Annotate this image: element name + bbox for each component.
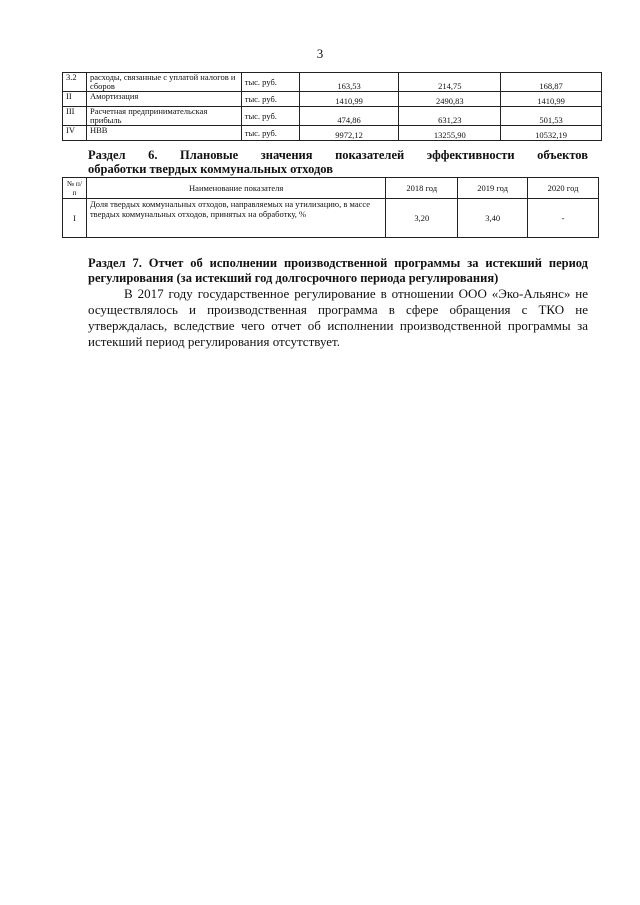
value-2018: 3,20 [386, 199, 458, 238]
row-name: Доля твердых коммунальных отходов, направляемых на утилизацию, в массе твердых коммунальных отходов, принятых на обработку, % [86, 199, 385, 238]
expenses-table [62, 72, 602, 141]
section7-paragraph: В 2017 году государственное регулирование в отношении ООО «Эко-Альянс» не осуществлялось и производственная программа в сфере обращения с ТКО не утверждалась, вследствие чего отчет об исполнении производственной программы за истекший период регулирования отсутствует. [88, 286, 588, 349]
section6-title-line2: обработки твердых коммунальных отходов [88, 162, 333, 176]
row-unit: тыс. руб. [241, 126, 299, 141]
header-name: Наименование показателя [86, 178, 385, 199]
table-row [63, 73, 602, 92]
value-2019: 214,75 [399, 73, 501, 92]
table-row [63, 199, 599, 238]
header-2019: 2019 год [458, 178, 528, 199]
row-num: IV [63, 126, 87, 141]
value-2020: - [528, 199, 599, 238]
row-name: НВВ [86, 126, 241, 141]
row-name: Амортизация [86, 92, 241, 107]
row-unit: тыс. руб. [241, 92, 299, 107]
value-2019: 3,40 [458, 199, 528, 238]
efficiency-table-header [63, 178, 599, 199]
table-row [63, 107, 602, 126]
header-2018: 2018 год [386, 178, 458, 199]
page-number: 3 [316, 46, 324, 61]
header-num: № п/п [63, 178, 87, 199]
value-2018: 9972,12 [299, 126, 399, 141]
section7-title: Раздел 7. Отчет об исполнении производственной программы за истекший период регулирования (за истекший год долгосрочного периода регулирования) [88, 256, 588, 285]
row-unit: тыс. руб. [241, 73, 299, 92]
value-2019: 13255,90 [399, 126, 501, 141]
value-2018: 474,86 [299, 107, 399, 126]
row-name: Расчетная предпринимательская прибыль [86, 107, 241, 126]
value-2020: 1410,99 [501, 92, 602, 107]
value-2018: 163,53 [299, 73, 399, 92]
value-2018: 1410,99 [299, 92, 399, 107]
value-2020: 10532,19 [501, 126, 602, 141]
section6-title-line1: Раздел 6. Плановые значения показателей эффективности объектов [88, 148, 588, 162]
row-name: расходы, связанные с уплатой налогов и сборов [86, 73, 241, 92]
value-2019: 631,23 [399, 107, 501, 126]
row-num: II [63, 92, 87, 107]
row-num: 3.2 [63, 73, 87, 92]
header-2020: 2020 год [528, 178, 599, 199]
efficiency-table [62, 177, 599, 238]
section7 [88, 256, 588, 350]
row-unit: тыс. руб. [241, 107, 299, 126]
value-2020: 501,53 [501, 107, 602, 126]
value-2019: 2490,83 [399, 92, 501, 107]
row-num: I [63, 199, 87, 238]
row-num: III [63, 107, 87, 126]
table-row [63, 126, 602, 141]
table-row [63, 92, 602, 107]
value-2020: 168,87 [501, 73, 602, 92]
